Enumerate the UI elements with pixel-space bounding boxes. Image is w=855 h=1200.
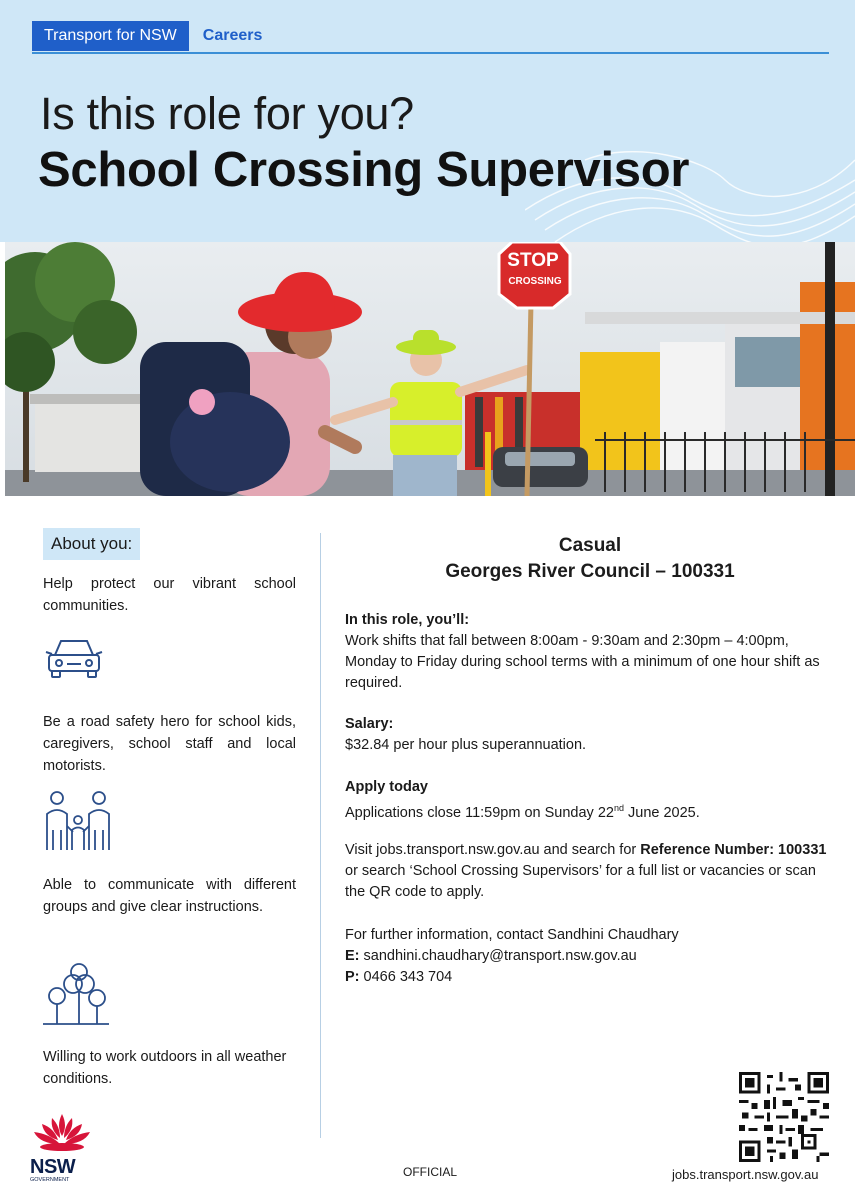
role-text: Work shifts that fall between 8:00am - 9:30am and 2:30pm – 4:00pm, Monday to Friday during school terms with a minimum of one hour shift as required. [345, 633, 820, 691]
hero-photo [5, 242, 855, 496]
about-column [43, 528, 296, 1098]
careers-link[interactable]: Careers [202, 27, 263, 44]
phone-label: P: [345, 969, 360, 985]
phone-number[interactable]: 0466 343 704 [359, 969, 453, 985]
nsw-logo-text: NSW [30, 1156, 76, 1178]
header-banner [0, 0, 855, 242]
trees-icon [43, 962, 113, 1028]
apply-section [345, 777, 835, 824]
qr-code[interactable] [739, 1072, 829, 1162]
about-point-4: Willing to work outdoors in all weather conditions. [43, 1049, 287, 1087]
job-type: Casual [558, 535, 622, 556]
salary-heading: Salary: [345, 716, 394, 732]
header-divider [32, 52, 829, 54]
official-label: OFFICIAL [403, 1165, 458, 1179]
page-title: School Crossing Supervisor [38, 143, 690, 197]
visit-text-2: or search ‘School Crossing Supervisors’ for a full list or vacancies or scan the QR code to apply. [345, 863, 816, 900]
headline: Is this role for you? [40, 88, 414, 139]
visit-section [345, 840, 835, 903]
stop-sign-word: STOP [507, 250, 559, 271]
brand-bar [32, 21, 262, 51]
reference-number: Reference Number: 100331 [640, 842, 827, 858]
crossing-scene-illustration [5, 242, 855, 496]
salary-section [345, 714, 835, 756]
salary-text: $32.84 per hour plus superannuation. [345, 737, 587, 753]
about-label: About you: [43, 528, 140, 560]
about-point-3: Able to communicate with different groups and give clear instructions. [43, 877, 296, 915]
email-label: E: [345, 948, 360, 964]
about-point-2: Be a road safety hero for school kids, caregivers, school staff and local motorists. [43, 714, 296, 774]
stop-sign-crossing: CROSSING [508, 276, 562, 287]
job-council-reference: Georges River Council – 100331 [445, 561, 735, 582]
nsw-logo-subtext: GOVERNMENT [30, 1177, 70, 1183]
job-heading [345, 533, 835, 585]
about-point-1: Help protect our vibrant school communities. [43, 576, 296, 614]
visit-text: Visit jobs.transport.nsw.gov.au and search for [345, 842, 641, 858]
apply-heading: Apply today [345, 779, 428, 795]
contact-text: For further information, contact Sandhini Chaudhary [345, 927, 679, 943]
column-divider [320, 533, 321, 1138]
car-icon [43, 633, 103, 685]
family-icon [43, 790, 113, 854]
role-heading: In this role, you’ll: [345, 612, 470, 628]
role-section [345, 610, 835, 694]
waratah-icon [30, 1112, 94, 1152]
email-link[interactable]: sandhini.chaudhary@transport.nsw.gov.au [359, 948, 637, 964]
footer-url[interactable]: jobs.transport.nsw.gov.au [672, 1167, 819, 1182]
contact-section [345, 925, 835, 988]
apply-text: Applications close 11:59pm on Sunday 22nd June 2025. [345, 803, 700, 821]
brand-transport-for-nsw[interactable]: Transport for NSW [32, 21, 189, 51]
nsw-government-logo [30, 1112, 94, 1183]
